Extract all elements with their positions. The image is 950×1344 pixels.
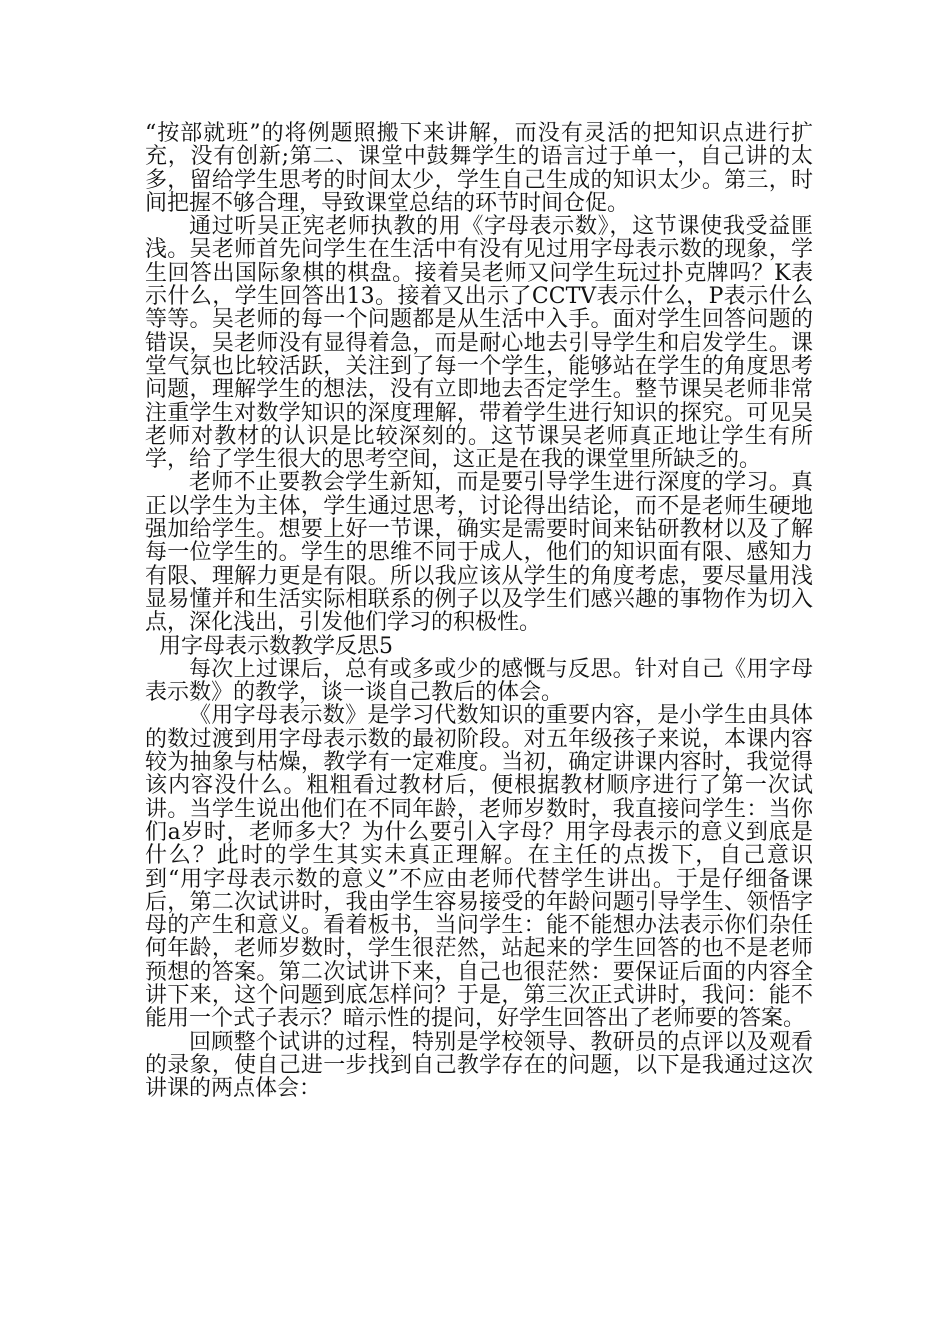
paragraph-reflection-intro: 每次上过课后，总有或多或少的感慨与反思。针对自己《用字母表示数》的教学，谈一谈自己教后的体会。 — [145, 656, 813, 706]
paragraph-continuation: “按部就班”的将例题照搬下来讲解，而没有灵活的把知识点进行扩充，没有创新;第二、课堂中鼓舞学生的语言过于单一，自己讲的太多，留给学生思考的时间太少，学生自己生成的知识太少。第三，时间把握不够合理，导致课堂总结的环节时间仓促。 — [145, 121, 813, 216]
paragraph-wu-zhengxian-lesson: 通过听吴正宪老师执教的用《字母表示数》，这节课使我受益匪浅。吴老师首先问学生在生活中有没有见过用字母表示数的现象，学生回答出国际象棋的棋盘。接着吴老师又问学生玩过扑克牌吗？K表示什么，学生回答出13。接着又出示了CCTV表示什么，P表示什么等等。吴老师的每一个问题都是从生活中入手。面对学生回答问题的错误，吴老师没有显得着急，而是耐心地去引导学生和启发学生。课堂气氛也比较活跃，关注到了每一个学生，能够站在学生的角度思考问题，理解学生的想法，没有立即地去否定学生。整节课吴老师非常注重学生对数学知识的深度理解，带着学生进行知识的探究。可见吴老师对教材的认识是比较深刻的。这节课吴老师真正地让学生有所学，给了学生很大的思考空间，这正是在我的课堂里所缺乏的。 — [145, 214, 813, 473]
section-title: 用字母表示数教学反思5 — [159, 633, 393, 659]
paragraph-trial-lessons: 《用字母表示数》是学习代数知识的重要内容，是小学生由具体的数过渡到用字母表示数的最初阶段。对五年级孩子来说，本课内容较为抽象与枯燥，教学有一定难度。当初，确定讲课内容时，我觉得该内容没什么。粗粗看过教材后，便根据教材顺序进行了第一次试讲。当学生说出他们在不同年龄，老师岁数时，我直接问学生：当你们a岁时，老师多大？为什么要引入字母？用字母表示的意义到底是什么？此时的学生其实未真正理解。在主任的点拨下，自己意识到“用字母表示数的意义”不应由老师代替学生讲出。于是仔细备课后，第二次试讲时，我由学生容易接受的年龄问题引导学生、领悟字母的产生和意义。看着板书，当问学生：能不能想办法表示你们杂任何年龄，老师岁数时，学生很茫然，站起来的学生回答的也不是老师预想的答案。第二次试讲下来，自己也很茫然：要保证后面的内容全讲下来，这个问题到底怎样问？于是，第三次正式讲时，我问：能不能用一个式子表示？暗示性的提问，好学生回答出了老师要的答案。 — [145, 703, 813, 1032]
paragraph-deep-learning: 老师不止要教会学生新知，而是要引导学生进行深度的学习。真正以学生为主体，学生通过思考，讨论得出结论，而不是老师生硬地强加给学生。想要上好一节课，确实是需要时间来钻研教材以及了解每一位学生的。学生的思维不同于成人，他们的知识面有限、感知力有限、理解力更是有限。所以我应该从学生的角度考虑，要尽量用浅显易懂并和生活实际相联系的例子以及学生们感兴趣的事物作为切入点，深化浅出，引发他们学习的积极性。 — [145, 470, 813, 636]
paragraph-review: 回顾整个试讲的过程，特别是学校领导、教研员的点评以及观看的录象，使自己进一步找到自己教学存在的问题，以下是我通过这次讲课的两点体会： — [145, 1029, 813, 1102]
document-page — [145, 122, 813, 1100]
